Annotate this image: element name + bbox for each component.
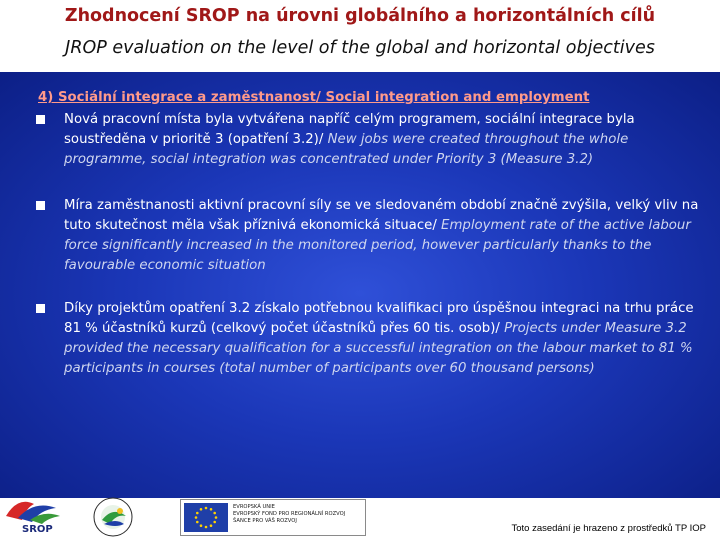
eu-flag-icon: [184, 503, 228, 532]
bullet-text: [64, 299, 706, 379]
eu-line-1: EVROPSKÁ UNIE: [233, 504, 275, 510]
ministry-logo: [80, 494, 146, 540]
bullet-text: [64, 196, 706, 276]
bullet-text-cz: Nová pracovní místa byla vytvářena napříč celým programem, sociální integrace byla soustředěna v prioritě 3 (opatření 3.2)/: [64, 112, 635, 147]
eu-text: [233, 504, 365, 525]
title-czech: Zhodnocení SROP na úrovni globálního a horizontálních cílů: [64, 6, 656, 26]
funding-note: Toto zasedání je hrazeno z prostředků TP IOP: [511, 523, 706, 534]
square-bullet-icon: [36, 304, 45, 313]
bullet-text-en: New jobs were created throughout the whole programme, social integration was concentrated under Priority 3 (Measure 3.2): [64, 132, 629, 167]
bullet-text: [64, 110, 706, 170]
square-bullet-icon: [36, 115, 45, 124]
bullet-text-cz: Díky projektům opatření 3.2 získalo potřebnou kvalifikaci pro úspěšnou integraci na trhu práce 81 % účastníků kurzů (celkový počet účastníků přes 60 tis. osob)/: [64, 301, 694, 336]
eu-line-2: EVROPSKÝ FOND PRO REGIONÁLNÍ ROZVOJ: [233, 511, 346, 517]
square-bullet-icon: [36, 201, 45, 210]
srop-logo-text: SROP: [22, 524, 53, 535]
eu-line-3: ŠANCE PRO VÁŠ ROZVOJ: [233, 518, 297, 524]
slide-header: [0, 0, 720, 72]
section-heading: 4) Sociální integrace a zaměstnanost/ Social integration and employment: [38, 90, 590, 105]
title-english: JROP evaluation on the level of the global and horizontal objectives: [65, 38, 655, 58]
bullet-text-en: Projects under Measure 3.2 provided the necessary qualification for a successful integration on the labour market to 81 % participants in courses (total number of participants over 60 thousand persons): [64, 321, 693, 376]
eu-logo: [180, 499, 366, 536]
bullet-text-en: Employment rate of the active labour force significantly increased in the monitored period, however particularly thanks to the favourable economic situation: [64, 218, 691, 273]
bullet-text-cz: Míra zaměstnanosti aktivní pracovní síly se ve sledovaném období značně zvýšila, velký vliv na tuto skutečnost měla však příznivá ekonomická situace/: [64, 198, 699, 233]
